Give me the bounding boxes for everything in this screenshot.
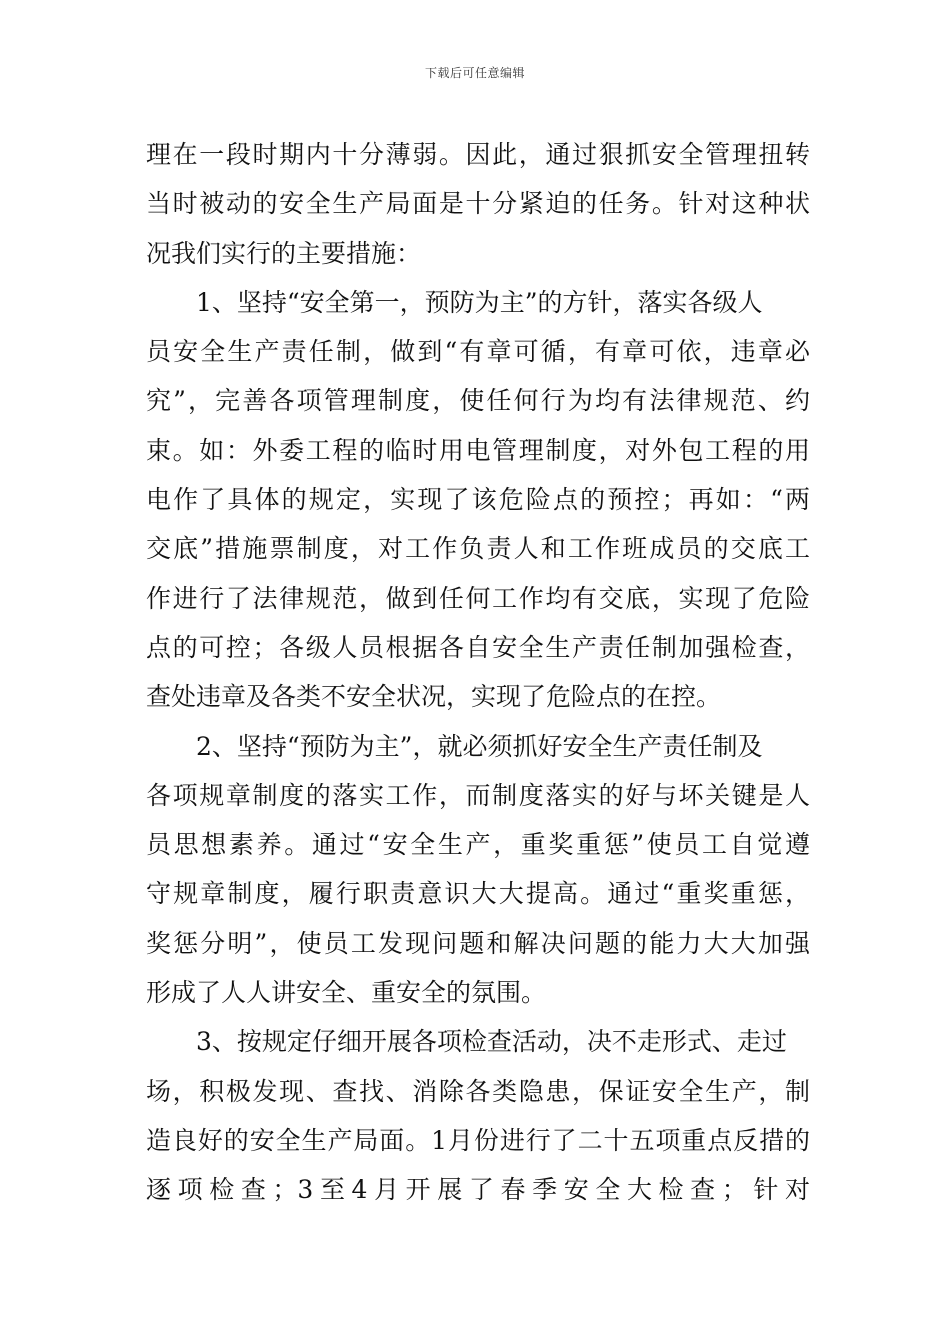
text-line: 电作了具体的规定，实现了该危险点的预控；再如：“两 [146,485,810,515]
text-line: 逐项检查；3至4月开展了春季安全大检查；针对 [146,1175,810,1205]
page-header: 下载后可任意编辑 [424,66,525,80]
text-line: 交底”措施票制度，对工作负责人和工作班成员的交底工 [146,534,810,564]
text-line: 况我们实行的主要措施： [146,238,422,268]
text-line: 员思想素养。通过“安全生产，重奖重惩”使员工自觉遵 [146,830,810,860]
text-line: 员安全生产责任制，做到“有章可循，有章可依，违章必 [146,337,810,367]
paragraph-start-line: 1、坚持“安全第一，预防为主”的方针，落实各级人 [196,287,763,317]
text-line: 究”，完善各项管理制度，使任何行为均有法律规范、约 [146,386,810,416]
text-line: 守规章制度，履行职责意识大大提高。通过“重奖重惩， [146,879,810,909]
text-line: 点的可控；各级人员根据各自安全生产责任制加强检查， [146,632,810,662]
text-line: 作进行了法律规范，做到任何工作均有交底，实现了危险 [146,583,810,613]
text-line: 当时被动的安全生产局面是十分紧迫的任务。针对这种状 [146,189,810,219]
text-line: 形成了人人讲安全、重安全的氛围。 [146,978,547,1008]
text-line: 束。如：外委工程的临时用电管理制度，对外包工程的用 [146,435,810,465]
text-line: 场，积极发现、查找、消除各类隐患，保证安全生产，制 [146,1076,810,1106]
text-line: 奖惩分明”，使员工发现问题和解决问题的能力大大加强 [146,928,810,958]
paragraph-start-line: 2、坚持“预防为主”，就必须抓好安全生产责任制及 [196,731,763,761]
text-line: 查处违章及各类不安全状况，实现了危险点的在控。 [146,682,722,712]
text-line: 理在一段时期内十分薄弱。因此，通过狠抓安全管理扭转 [146,140,810,169]
paragraph-start-line: 3、按规定仔细开展各项检查活动，决不走形式、走过 [196,1027,787,1057]
text-line: 各项规章制度的落实工作，而制度落实的好与坏关键是人 [146,780,810,810]
document-body [146,130,810,1215]
text-line: 造良好的安全生产局面。1月份进行了二十五项重点反措的 [146,1125,810,1155]
